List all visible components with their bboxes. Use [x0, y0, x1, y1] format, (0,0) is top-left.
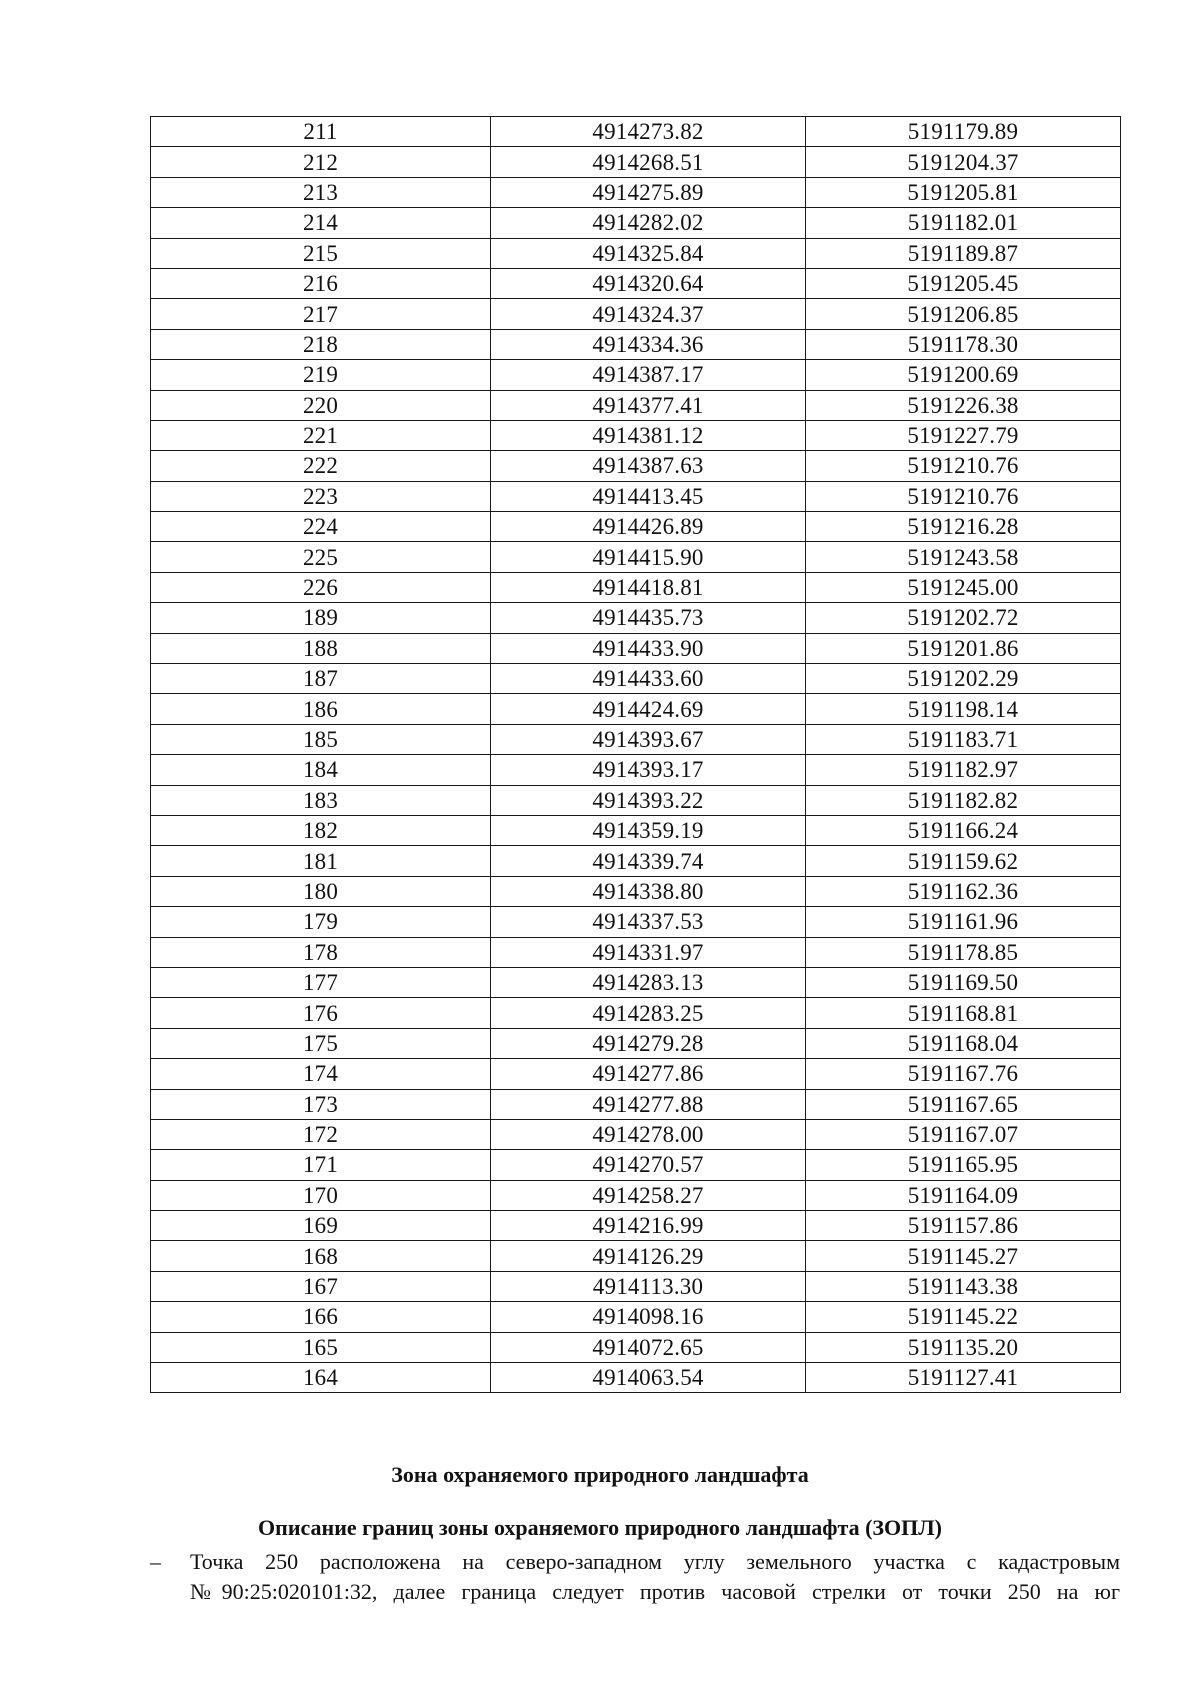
y-coordinate-cell: 5191157.86 [806, 1211, 1121, 1241]
y-coordinate-cell: 5191164.09 [806, 1180, 1121, 1210]
x-coordinate-cell: 4914325.84 [491, 238, 806, 268]
x-coordinate-cell: 4914415.90 [491, 542, 806, 572]
y-coordinate-cell: 5191243.58 [806, 542, 1121, 572]
table-row [151, 603, 1121, 633]
x-coordinate-cell: 4914126.29 [491, 1241, 806, 1271]
y-coordinate-cell: 5191205.45 [806, 268, 1121, 298]
table-row [151, 785, 1121, 815]
table-row [151, 755, 1121, 785]
point-number-cell: 179 [151, 907, 491, 937]
x-coordinate-cell: 4914424.69 [491, 694, 806, 724]
x-coordinate-cell: 4914258.27 [491, 1180, 806, 1210]
point-number-cell: 186 [151, 694, 491, 724]
point-number-cell: 177 [151, 967, 491, 997]
x-coordinate-cell: 4914337.53 [491, 907, 806, 937]
x-coordinate-cell: 4914278.00 [491, 1119, 806, 1149]
y-coordinate-cell: 5191198.14 [806, 694, 1121, 724]
table-row [151, 846, 1121, 876]
x-coordinate-cell: 4914359.19 [491, 815, 806, 845]
y-coordinate-cell: 5191202.29 [806, 664, 1121, 694]
table-row [151, 1241, 1121, 1271]
point-number-cell: 216 [151, 268, 491, 298]
table-row [151, 1332, 1121, 1362]
y-coordinate-cell: 5191162.36 [806, 876, 1121, 906]
table-row [151, 1150, 1121, 1180]
point-number-cell: 165 [151, 1332, 491, 1362]
y-coordinate-cell: 5191168.04 [806, 1028, 1121, 1058]
point-number-cell: 188 [151, 633, 491, 663]
x-coordinate-cell: 4914393.67 [491, 724, 806, 754]
x-coordinate-cell: 4914282.02 [491, 208, 806, 238]
x-coordinate-cell: 4914283.13 [491, 967, 806, 997]
y-coordinate-cell: 5191216.28 [806, 512, 1121, 542]
table-row [151, 1302, 1121, 1332]
x-coordinate-cell: 4914273.82 [491, 117, 806, 147]
point-number-cell: 224 [151, 512, 491, 542]
x-coordinate-cell: 4914268.51 [491, 147, 806, 177]
table-row [151, 420, 1121, 450]
table-row [151, 117, 1121, 147]
point-number-cell: 185 [151, 724, 491, 754]
table-row [151, 208, 1121, 238]
x-coordinate-cell: 4914331.97 [491, 937, 806, 967]
table-row [151, 451, 1121, 481]
y-coordinate-cell: 5191189.87 [806, 238, 1121, 268]
x-coordinate-cell: 4914072.65 [491, 1332, 806, 1362]
point-number-cell: 168 [151, 1241, 491, 1271]
y-coordinate-cell: 5191166.24 [806, 815, 1121, 845]
y-coordinate-cell: 5191182.01 [806, 208, 1121, 238]
table-row [151, 664, 1121, 694]
point-number-cell: 172 [151, 1119, 491, 1149]
y-coordinate-cell: 5191167.76 [806, 1059, 1121, 1089]
y-coordinate-cell: 5191205.81 [806, 177, 1121, 207]
x-coordinate-cell: 4914426.89 [491, 512, 806, 542]
table-row [151, 1028, 1121, 1058]
x-coordinate-cell: 4914113.30 [491, 1271, 806, 1301]
x-coordinate-cell: 4914393.17 [491, 755, 806, 785]
table-row [151, 694, 1121, 724]
point-number-cell: 223 [151, 481, 491, 511]
point-number-cell: 214 [151, 208, 491, 238]
coordinates-table-body [151, 117, 1121, 1393]
table-row [151, 360, 1121, 390]
table-row [151, 876, 1121, 906]
list-bullet: – [150, 1549, 161, 1574]
table-row [151, 1271, 1121, 1301]
table-row [151, 238, 1121, 268]
x-coordinate-cell: 4914216.99 [491, 1211, 806, 1241]
point-number-cell: 218 [151, 329, 491, 359]
y-coordinate-cell: 5191168.81 [806, 998, 1121, 1028]
y-coordinate-cell: 5191135.20 [806, 1332, 1121, 1362]
x-coordinate-cell: 4914418.81 [491, 572, 806, 602]
x-coordinate-cell: 4914339.74 [491, 846, 806, 876]
y-coordinate-cell: 5191206.85 [806, 299, 1121, 329]
x-coordinate-cell: 4914377.41 [491, 390, 806, 420]
y-coordinate-cell: 5191182.82 [806, 785, 1121, 815]
point-number-cell: 182 [151, 815, 491, 845]
point-number-cell: 164 [151, 1363, 491, 1393]
table-row [151, 390, 1121, 420]
x-coordinate-cell: 4914279.28 [491, 1028, 806, 1058]
boundary-description-text: Точка 250 расположена на северо-западном углу земельного участка с кадастровым №90:25:020101:32, далее граница следует против часовой стрелки от точки 250 на юг [190, 1549, 1120, 1604]
point-number-cell: 169 [151, 1211, 491, 1241]
y-coordinate-cell: 5191167.65 [806, 1089, 1121, 1119]
point-number-cell: 217 [151, 299, 491, 329]
y-coordinate-cell: 5191143.38 [806, 1271, 1121, 1301]
y-coordinate-cell: 5191201.86 [806, 633, 1121, 663]
point-number-cell: 183 [151, 785, 491, 815]
point-number-cell: 181 [151, 846, 491, 876]
boundary-description-item [150, 1547, 1120, 1607]
point-number-cell: 225 [151, 542, 491, 572]
coordinates-table [150, 116, 1121, 1393]
y-coordinate-cell: 5191182.97 [806, 755, 1121, 785]
point-number-cell: 215 [151, 238, 491, 268]
table-row [151, 147, 1121, 177]
point-number-cell: 211 [151, 117, 491, 147]
point-number-cell: 226 [151, 572, 491, 602]
table-row [151, 542, 1121, 572]
table-row [151, 907, 1121, 937]
y-coordinate-cell: 5191178.85 [806, 937, 1121, 967]
x-coordinate-cell: 4914277.88 [491, 1089, 806, 1119]
table-row [151, 1363, 1121, 1393]
table-row [151, 967, 1121, 997]
x-coordinate-cell: 4914320.64 [491, 268, 806, 298]
y-coordinate-cell: 5191169.50 [806, 967, 1121, 997]
point-number-cell: 212 [151, 147, 491, 177]
zone-boundary-description-heading: Описание границ зоны охраняемого природного ландшафта (ЗОПЛ) [258, 1515, 942, 1540]
x-coordinate-cell: 4914277.86 [491, 1059, 806, 1089]
y-coordinate-cell: 5191204.37 [806, 147, 1121, 177]
point-number-cell: 184 [151, 755, 491, 785]
table-row [151, 1089, 1121, 1119]
x-coordinate-cell: 4914433.60 [491, 664, 806, 694]
point-number-cell: 174 [151, 1059, 491, 1089]
table-row [151, 937, 1121, 967]
x-coordinate-cell: 4914063.54 [491, 1363, 806, 1393]
y-coordinate-cell: 5191178.30 [806, 329, 1121, 359]
point-number-cell: 167 [151, 1271, 491, 1301]
point-number-cell: 220 [151, 390, 491, 420]
point-number-cell: 180 [151, 876, 491, 906]
x-coordinate-cell: 4914381.12 [491, 420, 806, 450]
x-coordinate-cell: 4914334.36 [491, 329, 806, 359]
table-row [151, 633, 1121, 663]
x-coordinate-cell: 4914283.25 [491, 998, 806, 1028]
table-row [151, 815, 1121, 845]
x-coordinate-cell: 4914338.80 [491, 876, 806, 906]
table-row [151, 512, 1121, 542]
x-coordinate-cell: 4914387.17 [491, 360, 806, 390]
y-coordinate-cell: 5191167.07 [806, 1119, 1121, 1149]
y-coordinate-cell: 5191227.79 [806, 420, 1121, 450]
table-row [151, 572, 1121, 602]
x-coordinate-cell: 4914324.37 [491, 299, 806, 329]
x-coordinate-cell: 4914275.89 [491, 177, 806, 207]
x-coordinate-cell: 4914270.57 [491, 1150, 806, 1180]
x-coordinate-cell: 4914433.90 [491, 633, 806, 663]
table-row [151, 1059, 1121, 1089]
point-number-cell: 170 [151, 1180, 491, 1210]
y-coordinate-cell: 5191183.71 [806, 724, 1121, 754]
point-number-cell: 221 [151, 420, 491, 450]
point-number-cell: 187 [151, 664, 491, 694]
table-row [151, 481, 1121, 511]
y-coordinate-cell: 5191165.95 [806, 1150, 1121, 1180]
point-number-cell: 171 [151, 1150, 491, 1180]
point-number-cell: 176 [151, 998, 491, 1028]
point-number-cell: 166 [151, 1302, 491, 1332]
table-row [151, 177, 1121, 207]
point-number-cell: 222 [151, 451, 491, 481]
table-row [151, 724, 1121, 754]
point-number-cell: 219 [151, 360, 491, 390]
table-row [151, 1180, 1121, 1210]
table-row [151, 998, 1121, 1028]
y-coordinate-cell: 5191226.38 [806, 390, 1121, 420]
y-coordinate-cell: 5191161.96 [806, 907, 1121, 937]
y-coordinate-cell: 5191200.69 [806, 360, 1121, 390]
x-coordinate-cell: 4914393.22 [491, 785, 806, 815]
point-number-cell: 178 [151, 937, 491, 967]
x-coordinate-cell: 4914413.45 [491, 481, 806, 511]
table-row [151, 1211, 1121, 1241]
point-number-cell: 189 [151, 603, 491, 633]
y-coordinate-cell: 5191145.22 [806, 1302, 1121, 1332]
y-coordinate-cell: 5191145.27 [806, 1241, 1121, 1271]
y-coordinate-cell: 5191179.89 [806, 117, 1121, 147]
y-coordinate-cell: 5191210.76 [806, 481, 1121, 511]
point-number-cell: 175 [151, 1028, 491, 1058]
point-number-cell: 173 [151, 1089, 491, 1119]
table-row [151, 299, 1121, 329]
y-coordinate-cell: 5191202.72 [806, 603, 1121, 633]
y-coordinate-cell: 5191159.62 [806, 846, 1121, 876]
x-coordinate-cell: 4914435.73 [491, 603, 806, 633]
zone-heading: Зона охраняемого природного ландшафта [391, 1462, 809, 1487]
table-row [151, 329, 1121, 359]
table-row [151, 268, 1121, 298]
point-number-cell: 213 [151, 177, 491, 207]
y-coordinate-cell: 5191210.76 [806, 451, 1121, 481]
x-coordinate-cell: 4914098.16 [491, 1302, 806, 1332]
y-coordinate-cell: 5191245.00 [806, 572, 1121, 602]
x-coordinate-cell: 4914387.63 [491, 451, 806, 481]
y-coordinate-cell: 5191127.41 [806, 1363, 1121, 1393]
table-row [151, 1119, 1121, 1149]
